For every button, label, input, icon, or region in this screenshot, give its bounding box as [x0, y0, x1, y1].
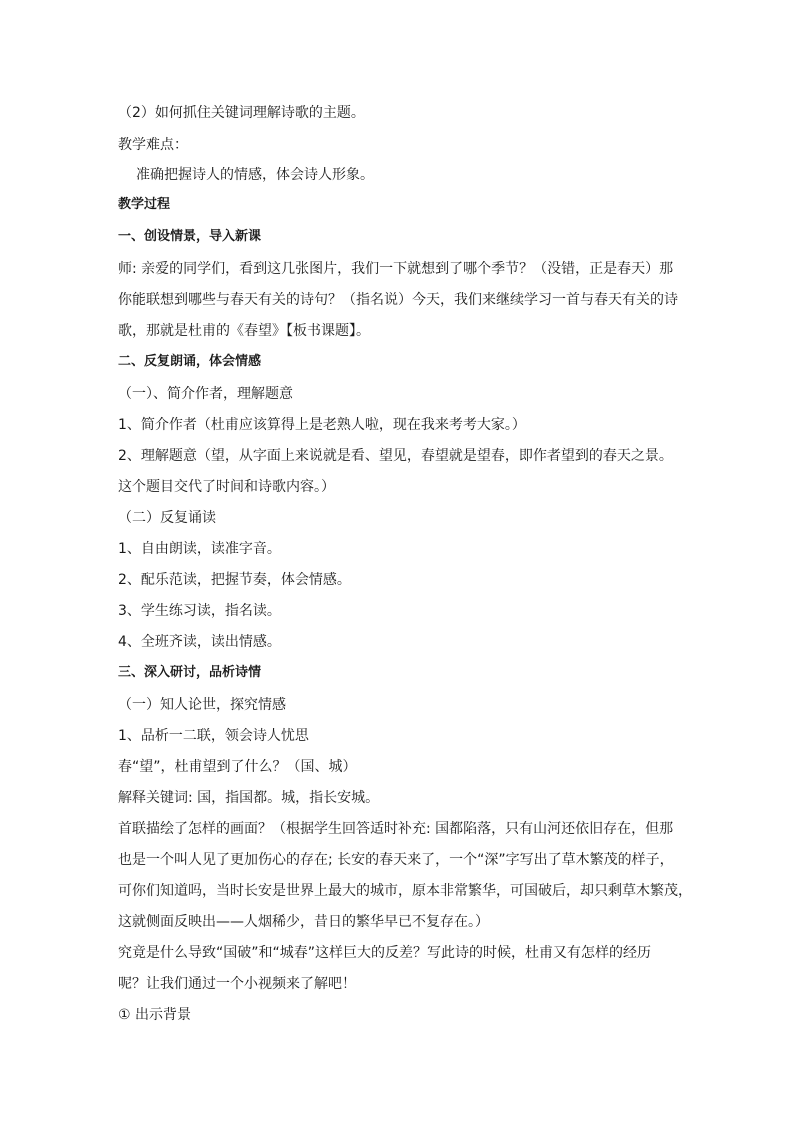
text-line: （二）反复诵读	[118, 510, 216, 526]
text-line: ① 出示背景	[118, 1007, 192, 1023]
text-line: 歌，那就是杜甫的《春望》【板书课题】。	[118, 323, 370, 339]
text-line: 首联描绘了怎样的画面？（根据学生回答适时补充: 国都陷落，只有山河还依旧存在，但那	[118, 821, 674, 837]
text-line: 教学难点：	[118, 137, 188, 153]
section-heading: 一、创设情景，导入新课	[118, 229, 262, 244]
text-line: 究竟是什么导致“国破”和“城春”这样巨大的反差？写此诗的时候，杜甫又有怎样的经历	[118, 945, 652, 961]
section-heading: 二、反复朗诵，体会情感	[118, 354, 262, 369]
text-line: 1、品析一二联，领会诗人忧思	[118, 728, 309, 744]
text-line: 解释关键词: 国，指国都。城，指长安城。	[118, 790, 380, 806]
text-line: 呢？让我们通过一个小视频来了解吧！	[118, 976, 356, 992]
text-line: 准确把握诗人的情感，体会诗人形象。	[136, 167, 374, 183]
text-line: 2、理解题意（望，从字面上来说就是看、望见，春望就是望春，即作者望到的春天之景。	[118, 448, 673, 464]
text-line: 2、配乐范读，把握节奏，体会情感。	[118, 572, 351, 588]
text-line: 你能联想到哪些与春天有关的诗句？（指名说）今天，我们来继续学习一首与春天有关的诗	[118, 292, 678, 308]
text-line: （2）如何抓住关键词理解诗歌的主题。	[118, 105, 365, 121]
text-line: 也是一个叫人见了更加伤心的存在; 长安的春天来了，一个“深”字写出了草木繁茂的样子，	[118, 852, 674, 868]
section-heading: 三、深入研讨，品析诗情	[118, 665, 262, 680]
text-line: （一）知人论世，探究情感	[118, 697, 286, 713]
text-line: 1、简介作者（杜甫应该算得上是老熟人啦，现在我来考考大家。）	[118, 417, 526, 433]
text-line: 师: 亲爱的同学们，看到这几张图片，我们一下就想到了哪个季节？（没错，正是春天）那	[118, 261, 674, 277]
text-line: 4、全班齐读，读出情感。	[118, 634, 281, 650]
section-heading: 教学过程	[118, 197, 171, 212]
text-line: 3、学生练习读，指名读。	[118, 603, 281, 619]
text-line: 春“望”，杜甫望到了什么？（国、城）	[118, 759, 357, 775]
text-line: （一）、简介作者，理解题意	[118, 386, 293, 402]
text-line: 可你们知道吗，当时长安是世界上最大的城市，原本非常繁华，可国破后，却只剩草木繁茂，	[118, 883, 692, 899]
text-line: 这就侧面反映出——人烟稀少，昔日的繁华早已不复存在。）	[118, 914, 489, 930]
text-line: 这个题目交代了时间和诗歌内容。）	[118, 479, 335, 495]
text-line: 1、自由朗读，读准字音。	[118, 541, 281, 557]
